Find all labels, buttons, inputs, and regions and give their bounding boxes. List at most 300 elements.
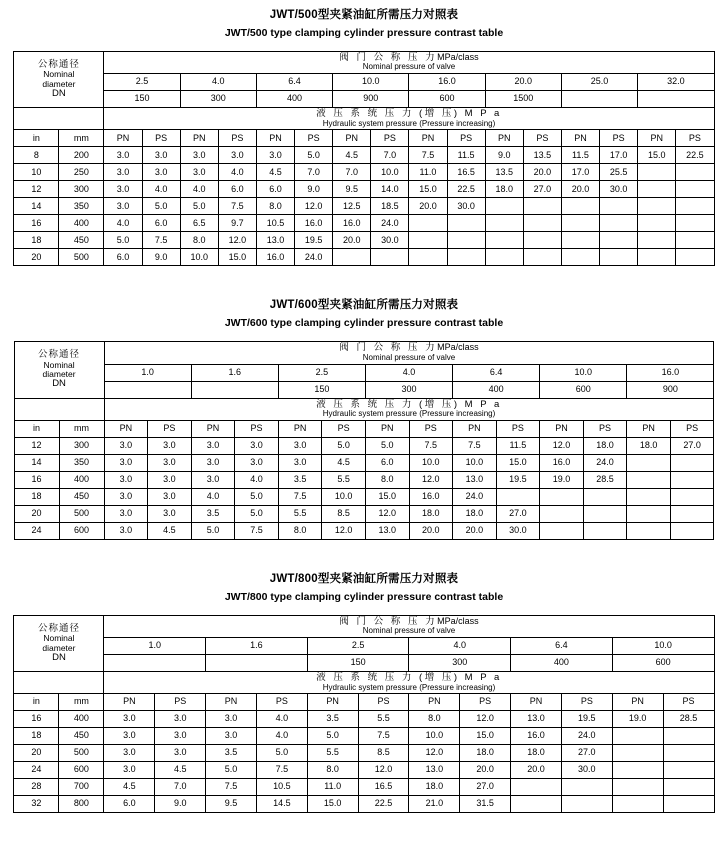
cell-value: 7.5 (142, 232, 180, 249)
class-alt-cell: 150 (104, 91, 180, 108)
cell-value: 19.0 (540, 471, 584, 488)
col-pn: PN (485, 130, 523, 147)
col-pn: PN (307, 694, 358, 711)
class-cell: 16.0 (627, 364, 714, 381)
cell-value: 3.0 (256, 147, 294, 164)
cell-mm: 400 (59, 215, 104, 232)
hydraulic-group-en: Hydraulic system pressure (Pressure increasing) (322, 682, 496, 692)
cell-value (496, 488, 540, 505)
table-row (14, 215, 714, 232)
cell-value: 16.0 (256, 249, 294, 266)
cell-value: 11.5 (447, 147, 485, 164)
hydraulic-group-header (104, 672, 714, 694)
cell-mm: 500 (59, 745, 104, 762)
cell-value: 20.0 (453, 522, 497, 539)
cell-value (676, 198, 714, 215)
cell-value: 13.5 (523, 147, 561, 164)
cell-value: 18.0 (627, 437, 671, 454)
class-alt-cell (206, 655, 308, 672)
cell-value: 5.0 (235, 488, 279, 505)
cell-value: 28.5 (583, 471, 627, 488)
table-row (14, 779, 714, 796)
unit-col-mm: mm (59, 420, 104, 437)
blank-cell (14, 108, 104, 130)
cell-value: 13.0 (511, 711, 562, 728)
cell-value: 6.0 (142, 215, 180, 232)
cell-value: 16.0 (333, 215, 371, 232)
valve-group-unit: MPa/class (437, 615, 479, 626)
cell-value (670, 522, 714, 539)
cell-value (583, 488, 627, 505)
cell-value: 3.0 (104, 711, 155, 728)
cell-in: 18 (14, 232, 59, 249)
table-block-2 (0, 540, 728, 813)
cell-value (676, 181, 714, 198)
class-cell: 4.0 (180, 74, 256, 91)
valve-group-zh: 阀 门 公 称 压 力 (339, 615, 438, 627)
valve-group-header (104, 615, 714, 637)
cell-value: 10.0 (453, 454, 497, 471)
table-row (14, 471, 714, 488)
cell-value (638, 164, 676, 181)
table-row-hydraulic-group (14, 398, 714, 420)
cell-value: 10.0 (180, 249, 218, 266)
cell-value (561, 232, 599, 249)
cell-value: 19.0 (612, 711, 663, 728)
cell-value: 7.5 (235, 522, 279, 539)
cell-value: 3.0 (104, 181, 142, 198)
cell-value (511, 796, 562, 813)
cell-in: 20 (14, 505, 59, 522)
cell-value: 27.0 (670, 437, 714, 454)
cell-value: 12.0 (218, 232, 256, 249)
cell-value: 10.0 (371, 164, 409, 181)
cell-value: 4.5 (148, 522, 192, 539)
cell-value: 3.0 (155, 728, 206, 745)
unit-col-in: in (14, 694, 59, 711)
dn-header-cell (14, 52, 104, 108)
cell-value: 7.5 (278, 488, 322, 505)
cell-value: 7.5 (409, 147, 447, 164)
valve-group-unit: MPa/class (437, 52, 479, 62)
cell-value: 4.0 (142, 181, 180, 198)
cell-value (485, 215, 523, 232)
cell-value: 28.5 (663, 711, 714, 728)
cell-value (523, 215, 561, 232)
col-ps: PS (676, 130, 714, 147)
cell-value: 18.0 (460, 745, 511, 762)
cell-value: 12.0 (295, 198, 333, 215)
class-cell: 4.0 (409, 638, 511, 655)
cell-value (638, 249, 676, 266)
class-alt-cell (638, 91, 714, 108)
cell-value: 12.0 (409, 745, 460, 762)
cell-value: 9.5 (206, 796, 257, 813)
cell-value (561, 198, 599, 215)
table-row-header-group (14, 615, 714, 637)
col-ps: PS (460, 694, 511, 711)
cell-value: 4.0 (235, 471, 279, 488)
col-pn: PN (511, 694, 562, 711)
class-cell: 10.0 (540, 364, 627, 381)
cell-value: 16.5 (358, 779, 409, 796)
hydraulic-group-header (104, 108, 714, 130)
table-block-1 (0, 266, 728, 539)
cell-mm: 450 (59, 728, 104, 745)
cell-value: 18.0 (409, 779, 460, 796)
cell-value: 21.0 (409, 796, 460, 813)
cell-value: 20.0 (511, 762, 562, 779)
cell-mm: 300 (59, 437, 104, 454)
dn-header-en-1: Nominal (43, 633, 75, 644)
cell-value: 7.0 (333, 164, 371, 181)
cell-value: 8.0 (278, 522, 322, 539)
col-ps: PS (496, 420, 540, 437)
cell-value: 7.0 (295, 164, 333, 181)
cell-value: 3.0 (235, 437, 279, 454)
cell-value: 10.0 (409, 728, 460, 745)
table-block-0 (0, 0, 728, 266)
cell-value: 24.0 (295, 249, 333, 266)
cell-value: 11.0 (409, 164, 447, 181)
cell-value: 5.5 (322, 471, 366, 488)
cell-in: 32 (14, 796, 59, 813)
dn-header-en-2: diameter (42, 642, 76, 653)
cell-value: 8.0 (307, 762, 358, 779)
class-cell: 6.4 (256, 74, 332, 91)
table-row (14, 249, 714, 266)
cell-value: 3.0 (218, 147, 256, 164)
cell-value: 4.0 (180, 181, 218, 198)
cell-value: 12.0 (358, 762, 409, 779)
cell-value: 3.5 (206, 745, 257, 762)
class-cell: 1.6 (191, 364, 278, 381)
cell-value: 13.5 (485, 164, 523, 181)
cell-value: 3.0 (104, 488, 148, 505)
block-title-zh: JWT/600型夹紧油缸所需压力对照表 (269, 299, 459, 312)
cell-value: 3.0 (191, 437, 235, 454)
table-row (14, 198, 714, 215)
cell-value: 5.5 (358, 711, 409, 728)
cell-value: 3.0 (206, 728, 257, 745)
col-pn: PN (638, 130, 676, 147)
cell-value: 5.0 (322, 437, 366, 454)
dn-header-en-2: diameter (42, 369, 76, 380)
cell-value (612, 745, 663, 762)
cell-value: 18.0 (409, 505, 453, 522)
cell-value (663, 762, 714, 779)
dn-header-en-1: Nominal (43, 69, 75, 80)
table-row-hydraulic-group (14, 108, 714, 130)
cell-value: 4.5 (256, 164, 294, 181)
cell-value: 18.5 (371, 198, 409, 215)
cell-value: 8.0 (180, 232, 218, 249)
class-cell: 6.4 (511, 638, 613, 655)
cell-in: 14 (14, 454, 59, 471)
unit-col-mm: mm (59, 694, 104, 711)
cell-value: 17.0 (561, 164, 599, 181)
block-title-en: JWT/800 type clamping cylinder pressure contrast table (224, 590, 504, 603)
cell-value: 19.5 (295, 232, 333, 249)
class-cell: 16.0 (409, 74, 485, 91)
class-alt-cell: 150 (307, 655, 409, 672)
cell-value: 4.5 (333, 147, 371, 164)
cell-value (638, 198, 676, 215)
cell-mm: 450 (59, 232, 104, 249)
cell-value (627, 488, 671, 505)
dn-header-cell (14, 342, 104, 398)
table-row (14, 164, 714, 181)
table-row-class-alt (14, 381, 714, 398)
cell-value (583, 505, 627, 522)
cell-value (612, 728, 663, 745)
cell-value: 3.0 (206, 711, 257, 728)
cell-value (676, 232, 714, 249)
cell-value: 3.0 (235, 454, 279, 471)
cell-value: 27.0 (460, 779, 511, 796)
dn-header-dn: DN (52, 378, 66, 390)
cell-value (523, 249, 561, 266)
col-pn: PN (612, 694, 663, 711)
cell-mm: 450 (59, 488, 104, 505)
col-ps: PS (583, 420, 627, 437)
pressure-table (13, 615, 714, 813)
cell-value: 4.0 (191, 488, 235, 505)
cell-value: 3.0 (104, 728, 155, 745)
table-row-units (14, 694, 714, 711)
cell-value: 20.0 (333, 232, 371, 249)
cell-value: 6.0 (104, 249, 142, 266)
class-alt-cell: 300 (409, 655, 511, 672)
class-cell: 2.5 (278, 364, 365, 381)
cell-value (333, 249, 371, 266)
cell-in: 18 (14, 488, 59, 505)
hydraulic-group-header (104, 398, 714, 420)
class-alt-cell: 400 (453, 381, 540, 398)
cell-value: 3.5 (278, 471, 322, 488)
cell-in: 16 (14, 711, 59, 728)
cell-value: 9.7 (218, 215, 256, 232)
cell-in: 8 (14, 147, 59, 164)
dn-header-zh: 公称通径 (38, 349, 81, 361)
cell-value (670, 471, 714, 488)
class-alt-cell: 900 (627, 381, 714, 398)
cell-value: 14.5 (256, 796, 307, 813)
cell-value: 8.0 (256, 198, 294, 215)
class-alt-cell (191, 381, 278, 398)
cell-value: 7.5 (206, 779, 257, 796)
cell-value: 6.0 (218, 181, 256, 198)
table-row (14, 745, 714, 762)
col-pn: PN (256, 130, 294, 147)
cell-value: 5.0 (256, 745, 307, 762)
col-ps: PS (148, 420, 192, 437)
cell-value: 22.5 (358, 796, 409, 813)
cell-value: 9.0 (155, 796, 206, 813)
cell-in: 10 (14, 164, 59, 181)
cell-mm: 350 (59, 454, 104, 471)
cell-value (663, 779, 714, 796)
cell-value: 4.5 (322, 454, 366, 471)
cell-value (676, 164, 714, 181)
cell-value: 19.5 (496, 471, 540, 488)
cell-value: 13.0 (409, 762, 460, 779)
block-title-zh: JWT/500型夹紧油缸所需压力对照表 (269, 9, 459, 21)
cell-value: 8.5 (358, 745, 409, 762)
col-ps: PS (561, 694, 612, 711)
block-title-en: JWT/500 type clamping cylinder pressure contrast table (224, 27, 504, 39)
cell-value (670, 454, 714, 471)
cell-value (447, 232, 485, 249)
block-title-zh: JWT/800型夹紧油缸所需压力对照表 (269, 572, 459, 585)
cell-value: 31.5 (460, 796, 511, 813)
col-ps: PS (447, 130, 485, 147)
cell-in: 14 (14, 198, 59, 215)
cell-value: 12.0 (322, 522, 366, 539)
cell-value: 10.5 (256, 779, 307, 796)
cell-value: 5.0 (104, 232, 142, 249)
cell-value: 3.0 (278, 454, 322, 471)
cell-value: 3.0 (191, 471, 235, 488)
col-ps: PS (295, 130, 333, 147)
cell-value: 3.0 (180, 164, 218, 181)
cell-value: 3.0 (148, 454, 192, 471)
cell-value: 3.0 (104, 505, 148, 522)
class-alt-cell (104, 381, 191, 398)
cell-mm: 400 (59, 471, 104, 488)
table-row (14, 762, 714, 779)
cell-value: 22.5 (447, 181, 485, 198)
cell-value (612, 779, 663, 796)
cell-value: 25.5 (600, 164, 638, 181)
cell-value: 18.0 (453, 505, 497, 522)
hydraulic-group-zh: 液 压 系 统 压 力 (增 压) M P a (316, 672, 502, 684)
blank-cell (14, 672, 104, 694)
cell-in: 12 (14, 181, 59, 198)
cell-value: 20.0 (523, 164, 561, 181)
cell-value: 13.0 (256, 232, 294, 249)
pressure-table (14, 341, 715, 539)
table-row-hydraulic-group (14, 672, 714, 694)
cell-value (663, 728, 714, 745)
cell-value: 3.0 (104, 437, 148, 454)
cell-value: 5.0 (235, 505, 279, 522)
dn-header-cell (14, 615, 104, 671)
class-cell: 1.0 (104, 364, 191, 381)
col-pn: PN (627, 420, 671, 437)
class-cell: 1.6 (206, 638, 308, 655)
col-pn: PN (104, 420, 148, 437)
cell-in: 24 (14, 762, 59, 779)
cell-value: 7.5 (453, 437, 497, 454)
cell-mm: 350 (59, 198, 104, 215)
hydraulic-group-zh: 液 压 系 统 压 力 (增 压) M P a (316, 398, 502, 410)
cell-in: 28 (14, 779, 59, 796)
cell-value: 16.5 (447, 164, 485, 181)
cell-value: 4.5 (104, 779, 155, 796)
cell-mm: 600 (59, 762, 104, 779)
cell-in: 18 (14, 728, 59, 745)
cell-mm: 700 (59, 779, 104, 796)
cell-value: 9.0 (142, 249, 180, 266)
cell-value: 3.0 (180, 147, 218, 164)
cell-value (663, 745, 714, 762)
hydraulic-group-en: Hydraulic system pressure (Pressure increasing) (322, 409, 496, 419)
cell-value: 3.0 (104, 471, 148, 488)
cell-value: 15.0 (638, 147, 676, 164)
cell-mm: 500 (59, 249, 104, 266)
table-row-units (14, 130, 714, 147)
cell-value: 4.5 (155, 762, 206, 779)
col-ps: PS (600, 130, 638, 147)
cell-value: 3.0 (148, 471, 192, 488)
cell-value: 8.0 (409, 711, 460, 728)
class-cell: 10.0 (612, 638, 714, 655)
class-cell: 4.0 (365, 364, 452, 381)
col-ps: PS (409, 420, 453, 437)
col-pn: PN (104, 130, 142, 147)
class-alt-cell (104, 655, 206, 672)
cell-value: 16.0 (540, 454, 584, 471)
cell-value: 12.0 (409, 471, 453, 488)
col-ps: PS (523, 130, 561, 147)
cell-value: 12.5 (333, 198, 371, 215)
cell-value: 7.0 (155, 779, 206, 796)
unit-col-mm: mm (59, 130, 104, 147)
class-alt-cell: 400 (511, 655, 613, 672)
cell-value: 3.0 (148, 437, 192, 454)
cell-value: 16.0 (295, 215, 333, 232)
cell-value: 24.0 (453, 488, 497, 505)
cell-in: 24 (14, 522, 59, 539)
cell-value: 11.5 (496, 437, 540, 454)
cell-value: 19.5 (561, 711, 612, 728)
blank-cell (14, 398, 104, 420)
cell-value: 15.0 (307, 796, 358, 813)
cell-value: 4.0 (104, 215, 142, 232)
cell-value (523, 198, 561, 215)
cell-value: 3.0 (148, 488, 192, 505)
class-alt-cell: 600 (540, 381, 627, 398)
cell-value (627, 505, 671, 522)
cell-value: 27.0 (561, 745, 612, 762)
col-pn: PN (409, 694, 460, 711)
cell-value (523, 232, 561, 249)
cell-value: 15.0 (496, 454, 540, 471)
cell-value: 14.0 (371, 181, 409, 198)
class-alt-cell: 900 (333, 91, 409, 108)
table-row (14, 711, 714, 728)
table-row-class (14, 364, 714, 381)
class-alt-cell: 150 (278, 381, 365, 398)
col-ps: PS (663, 694, 714, 711)
cell-value: 30.0 (561, 762, 612, 779)
col-pn: PN (561, 130, 599, 147)
cell-value: 12.0 (460, 711, 511, 728)
cell-value (583, 522, 627, 539)
cell-value: 20.0 (460, 762, 511, 779)
cell-value: 6.0 (256, 181, 294, 198)
cell-value (612, 762, 663, 779)
table-row (14, 181, 714, 198)
table-row (14, 147, 714, 164)
table-row-header-group (14, 342, 714, 364)
valve-group-en: Nominal pressure of valve (362, 62, 456, 72)
cell-value: 6.0 (104, 796, 155, 813)
cell-value: 12.0 (540, 437, 584, 454)
cell-value (561, 215, 599, 232)
cell-value: 3.0 (148, 505, 192, 522)
